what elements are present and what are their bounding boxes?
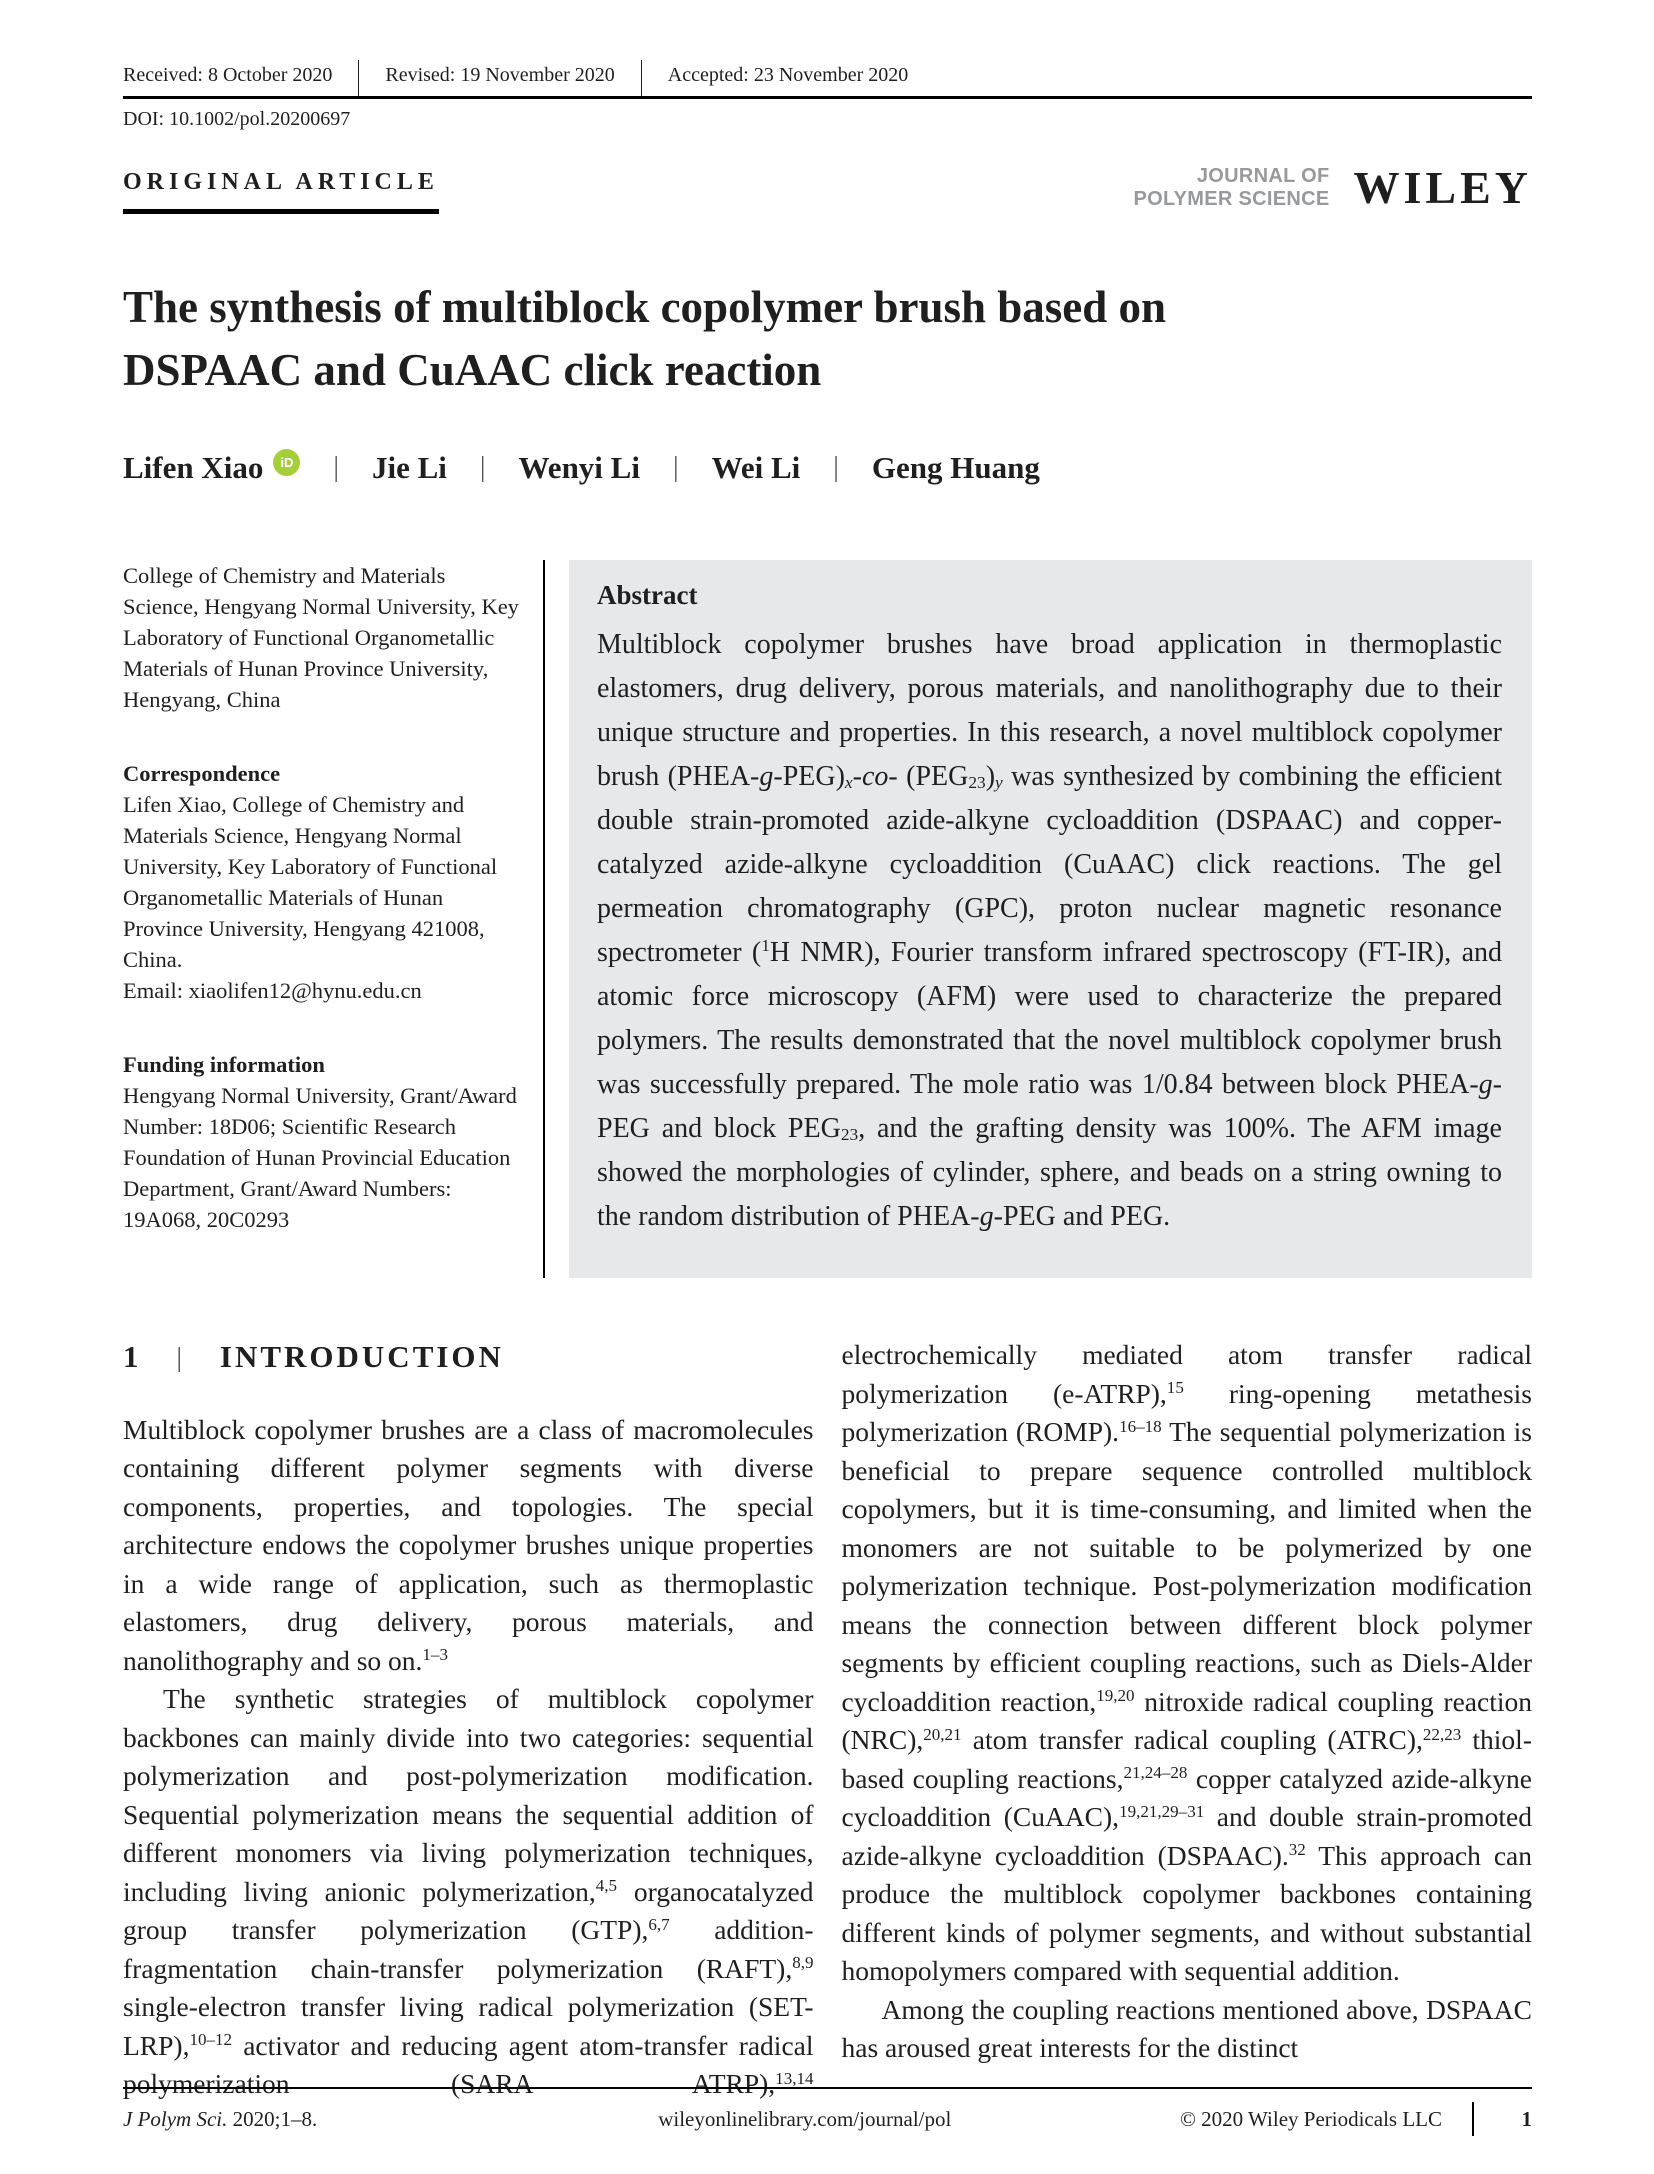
authors-row: [123, 450, 1532, 486]
paragraph: electrochemically mediated atom transfer radical polymerization (e-ATRP),$^{15}$ ring-opening metathesis polymerization (ROMP).$^{16-18}$ The sequential polymerization is beneficial to prepare sequence controlled multiblock copolymers, but it is time-consuming, and limited when the monomers are not suitable to be polymerized by one polymerization technique. Post-polymerization modification means the connection between different block polymer segments by efficient coupling reactions, such as Diels-Alder cycloaddition reaction,$^{19,20}$ nitroxide radical coupling reaction (NRC),$^{20,21}$ atom transfer radical coupling (ATRC),$^{22,23}$ thiol-based coupling reactions,$^{21,24-28}$ copper catalyzed azide-alkyne cycloaddition (CuAAC),$^{19,21,29-31}$ and double strain-promoted azide-alkyne cycloaddition (DSPAAC).$^{32}$ This approach can produce the multiblock copolymer backbones containing different kinds of polymer segments, and without substantial homopolymers compared with sequential addition.: [841, 1339, 1533, 1986]
funding-heading: Funding information: [123, 1052, 325, 1077]
journal-logo: [1133, 165, 1329, 211]
paragraph: Multiblock copolymer brushes have broad application in thermoplastic elastomers, drug delivery, porous materials, and nanolithography due to their unique structure and properties. In this research, a novel multiblock copolymer brush $(PHEA-g-PEG)_x-co-$ $(PEG_{23})_y$ was synthesized by combining the efficient double strain-promoted azide-alkyne cycloaddition (DSPAAC) and copper-catalyzed azide-alkyne cycloaddition (CuAAC) click reactions. The gel permeation chromatography (GPC), proton nuclear magnetic resonance spectrometer ($^1$H NMR), Fourier transform infrared spectroscopy (FT-IR), and atomic force microscopy (AFM) were used to characterize the prepared polymers. The results demonstrated that the novel multiblock copolymer brush was successfully prepared. The mole ratio was 1/0.84 between block PHEA-g-PEG and block $PEG_{23}$, and the grafting density was 100%. The AFM image showed the morphologies of cylinder, sphere, and beads on a string owning to the random distribution of PHEA-g-PEG and PEG.: [597, 629, 1502, 1232]
abstract-body: [597, 623, 1502, 1239]
footer-right: [1032, 2102, 1532, 2136]
accepted-date: Accepted: 23 November 2020: [667, 64, 909, 86]
orcid-icon[interactable]: iD: [273, 449, 300, 476]
paragraph: Among the coupling reactions mentioned above, DSPAAC has aroused great interests for the distinct: [841, 1993, 1532, 2063]
author-name: Jie Li: [371, 450, 447, 485]
received-date: Received: 8 October 2020: [123, 60, 359, 96]
introduction-section: [123, 1336, 1532, 2104]
author-separator: |: [333, 452, 339, 483]
intro-right-column: [842, 1336, 1533, 2104]
paper-title: The synthesis of multiblock copolymer brush based on DSPAAC and CuAAC click reaction: [123, 282, 1167, 395]
author-separator: |: [672, 452, 679, 483]
correspondence-text: Lifen Xiao, College of Chemistry and Materials Science, Hengyang Normal University, Key Laboratory of Functional Organometallic Materials of Hunan Province University, Hengyang 421008, China.: [123, 792, 498, 972]
author-name: Wei Li: [711, 450, 801, 485]
revised-date: Revised: 19 November 2020: [385, 60, 641, 96]
author-separator: |: [479, 452, 486, 483]
vertical-divider: [543, 560, 545, 1278]
journal-logo-line2: POLYMER SCIENCE: [1133, 187, 1330, 210]
abstract-panel: [569, 560, 1532, 1278]
page-number: 1: [1521, 2106, 1532, 2131]
journal-url[interactable]: wileyonlinelibrary.com/journal/pol: [658, 2106, 952, 2131]
author-name: Geng Huang: [871, 450, 1040, 485]
brand-block: [1133, 161, 1532, 214]
intro-right-body: [842, 1336, 1533, 2068]
paragraph: Multiblock copolymer brushes are a class of macromolecules containing different polymer segments with diverse components, properties, and topologies. The special architecture endows the copolymer brushes unique properties in a wide range of application, such as thermoplastic elastomers, drug delivery, porous materials, and nanolithography and so on.$^{1-3}$: [123, 1413, 814, 1676]
article-type-label: ORIGINAL ARTICLE: [123, 169, 439, 214]
author-separator: |: [833, 452, 839, 483]
journal-logo-line1: JOURNAL OF: [1196, 164, 1330, 187]
meta-row: [123, 60, 1532, 99]
section-divider: |: [176, 1342, 182, 1372]
intro-left-body: [123, 1411, 814, 2104]
section-heading: [123, 1338, 814, 1377]
abstract-heading: Abstract: [597, 580, 698, 610]
section-number: 1: [123, 1339, 139, 1374]
affiliation-text: College of Chemistry and Materials Science, Hengyang Normal University, Key Laboratory of Functional Organometallic Materials of Hunan Province University, Hengyang, China: [123, 563, 519, 712]
paragraph: The synthetic strategies of multiblock copolymer backbones can mainly divide into two categories: sequential polymerization and post-polymerization modification. Sequential polymerization means the sequential addition of different monomers via living polymerization techniques, including living anionic polymerization,$^{4,5}$ organocatalyzed group transfer polymerization (GTP),$^{6,7}$ addition-fragmentation chain-transfer polymerization (RAFT),$^{8,9}$ single-electron transfer living radical polymerization (SET-LRP),$^{10-12}$ activator and reducing agent atom-transfer radical polymerization (SARA ATRP),$^{13,14}$: [123, 1683, 814, 2099]
doi: DOI: 10.1002/pol.20200697: [123, 108, 351, 130]
intro-left-column: [123, 1336, 814, 2104]
copyright-text: © 2020 Wiley Periodicals LLC: [1179, 2106, 1442, 2131]
funding-text: Hengyang Normal University, Grant/Award Number: 18D06; Scientific Research Foundation of Hunan Provincial Education Department, Grant/Award Numbers: 19A068, 20C0293: [123, 1083, 517, 1232]
funding-block: [123, 1049, 523, 1235]
author-name: Wenyi Li: [518, 450, 640, 485]
correspondence-block: [123, 758, 523, 1006]
info-column: [123, 560, 523, 1278]
correspondence-heading: Correspondence: [123, 761, 281, 786]
wiley-logo: WILEY: [1353, 162, 1532, 213]
footer: [123, 2087, 1532, 2136]
section-title: INTRODUCTION: [219, 1339, 504, 1374]
author-name: Lifen Xiao: [123, 450, 264, 485]
info-abstract-row: [123, 560, 1532, 1278]
journal-citation: J Polym Sci. 2020;1–8.: [123, 2106, 318, 2131]
header-row: [123, 161, 1532, 214]
correspondence-email[interactable]: Email: xiaolifen12@hynu.edu.cn: [123, 978, 422, 1003]
